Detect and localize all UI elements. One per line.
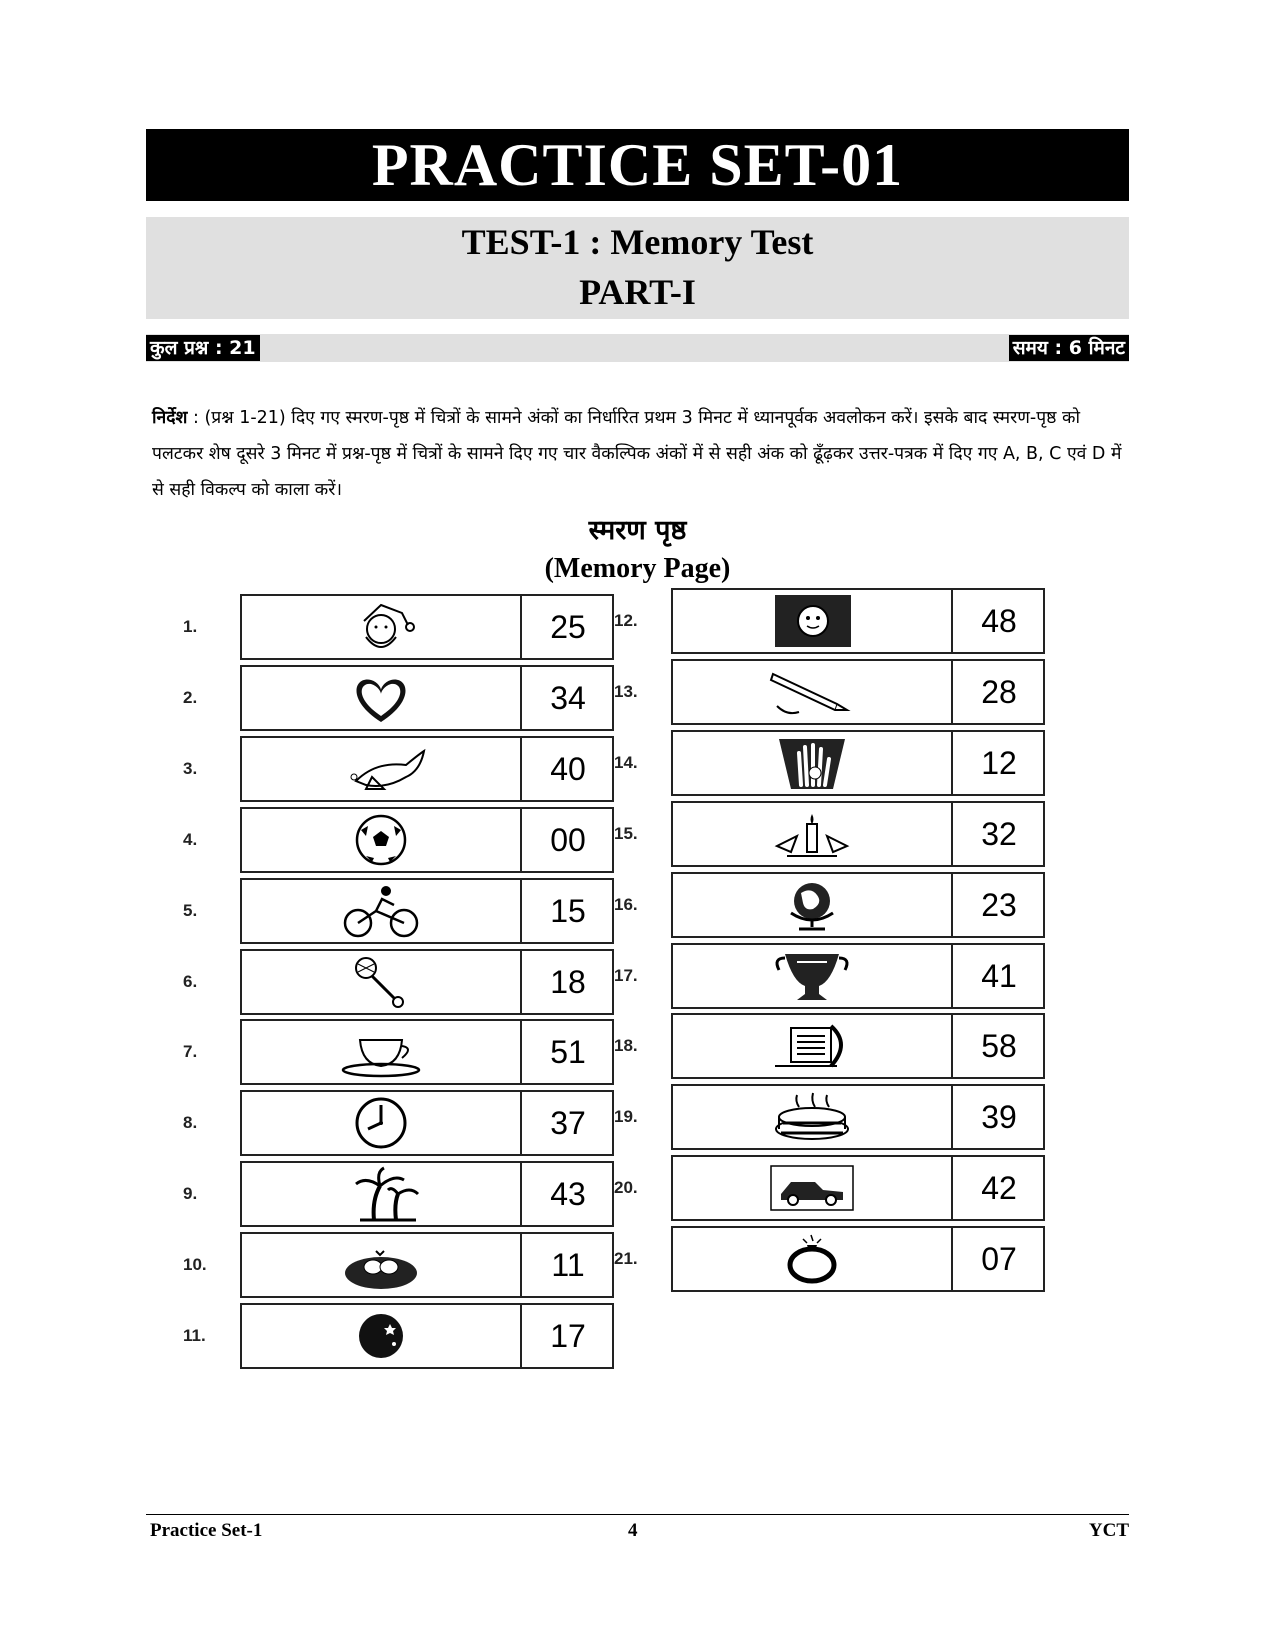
memory-item xyxy=(614,943,1044,1009)
memory-item xyxy=(614,588,1044,654)
memory-item-box xyxy=(240,1090,614,1156)
memory-item-box xyxy=(240,1161,614,1227)
memory-item-picture xyxy=(242,667,520,729)
memory-item-value: 23 xyxy=(951,874,1045,936)
memory-item-box xyxy=(671,730,1045,796)
memory-item-box xyxy=(240,1019,614,1085)
memory-item-number: 17. xyxy=(614,965,638,985)
memory-item xyxy=(183,807,613,873)
memory-item xyxy=(183,665,613,731)
memory-item-value: 12 xyxy=(951,732,1045,794)
memory-item-value: 39 xyxy=(951,1086,1045,1148)
footer-left: Practice Set-1 xyxy=(150,1520,263,1541)
memory-item-value: 41 xyxy=(951,945,1045,1007)
memory-item-number: 7. xyxy=(183,1042,198,1062)
memory-item-picture xyxy=(242,1234,520,1296)
memory-item-number: 11. xyxy=(183,1326,206,1345)
memory-item-number: 2. xyxy=(183,687,198,707)
cake-icon xyxy=(767,1089,857,1145)
memory-item-value: 07 xyxy=(951,1228,1045,1290)
memory-item-number: 5. xyxy=(183,900,198,920)
memory-item xyxy=(614,1155,1044,1221)
memory-item-number: 10. xyxy=(183,1255,207,1275)
memory-item xyxy=(614,730,1044,796)
memory-item-value: 15 xyxy=(520,880,614,942)
memory-item-number: 18. xyxy=(614,1036,638,1056)
memory-item-box xyxy=(240,878,614,944)
instructions-label: निर्देश xyxy=(152,408,188,428)
memory-item-picture xyxy=(242,738,520,800)
memory-item-number: 3. xyxy=(183,758,198,778)
memory-item-picture xyxy=(673,1228,951,1290)
memory-item-picture xyxy=(242,596,520,658)
memory-item-value: 25 xyxy=(520,596,614,658)
memory-item-value: 11 xyxy=(520,1234,614,1296)
instructions xyxy=(152,400,1127,508)
memory-item-value: 40 xyxy=(520,738,614,800)
test-heading xyxy=(146,217,1129,319)
memory-item xyxy=(614,1226,1044,1292)
palm-tree-icon xyxy=(336,1166,426,1222)
memory-item-number: 16. xyxy=(614,894,638,914)
memory-item-box xyxy=(671,1226,1045,1292)
memory-item xyxy=(183,1303,613,1369)
memory-item-picture xyxy=(242,1305,520,1367)
memory-item-box xyxy=(671,943,1045,1009)
car-icon xyxy=(767,1160,857,1216)
memory-item xyxy=(183,949,613,1015)
footer-right: YCT xyxy=(1088,1520,1129,1541)
memory-item-number: 4. xyxy=(183,829,198,849)
memory-item xyxy=(183,878,613,944)
memory-item xyxy=(183,736,613,802)
memory-item-number: 20. xyxy=(614,1178,638,1198)
memory-item xyxy=(183,594,613,660)
total-questions: कुल प्रश्न : 21 xyxy=(146,335,260,361)
rattle-icon xyxy=(336,954,426,1010)
memory-item-box xyxy=(240,665,614,731)
cyclist-icon xyxy=(336,883,426,939)
memory-item-value: 18 xyxy=(520,951,614,1013)
memory-item-box xyxy=(240,594,614,660)
memory-page-title-english: (Memory Page) xyxy=(544,553,731,584)
memory-item-value: 32 xyxy=(951,803,1045,865)
memory-item-box xyxy=(240,1303,614,1369)
clock-icon xyxy=(336,1095,426,1151)
memory-item xyxy=(614,1084,1044,1150)
memory-item-number: 19. xyxy=(614,1107,638,1127)
candle-icon xyxy=(767,806,857,862)
memory-item xyxy=(614,801,1044,867)
memory-item-number: 13. xyxy=(614,681,638,701)
trophy-vase-icon xyxy=(767,948,857,1004)
memory-item-value: 51 xyxy=(520,1021,614,1083)
memory-item-box xyxy=(240,807,614,873)
time-limit: समय : 6 मिनट xyxy=(1009,335,1129,361)
memory-item-picture xyxy=(242,1092,520,1154)
memory-item-value: 34 xyxy=(520,667,614,729)
page-number: 4 xyxy=(628,1520,638,1541)
memory-item-box xyxy=(240,736,614,802)
memory-item-box xyxy=(671,1155,1045,1221)
memory-item xyxy=(183,1161,613,1227)
memory-item-value: 43 xyxy=(520,1163,614,1225)
memory-item xyxy=(614,1013,1044,1079)
globe-icon xyxy=(767,877,857,933)
teacup-icon xyxy=(336,1024,426,1080)
meta-bar xyxy=(146,334,1129,362)
heart-icon xyxy=(336,670,426,726)
footer-divider xyxy=(146,1514,1129,1515)
memory-item-box xyxy=(671,801,1045,867)
memory-item-number: 21. xyxy=(614,1249,638,1269)
memory-item-value: 37 xyxy=(520,1092,614,1154)
memory-item-box xyxy=(671,588,1045,654)
memory-item-picture xyxy=(673,945,951,1007)
memory-item-value: 17 xyxy=(520,1305,614,1367)
memory-item-picture xyxy=(673,1157,951,1219)
memory-item-number: 9. xyxy=(183,1184,198,1204)
memory-item-box xyxy=(671,872,1045,938)
memory-item-box xyxy=(671,659,1045,725)
page-title: PRACTICE SET-01 xyxy=(146,129,1129,201)
memory-item xyxy=(183,1019,613,1085)
memory-item-picture xyxy=(673,874,951,936)
memory-item-picture xyxy=(673,1086,951,1148)
pencil-icon xyxy=(767,664,857,720)
memory-item-picture xyxy=(673,590,951,652)
memory-item-number: 12. xyxy=(614,611,638,630)
memory-item-picture xyxy=(673,661,951,723)
memory-item-picture xyxy=(242,880,520,942)
palm-hand-icon xyxy=(767,735,857,791)
memory-item-picture xyxy=(242,951,520,1013)
memory-item-value: 28 xyxy=(951,661,1045,723)
instructions-text: : (प्रश्न 1-21) दिए गए स्मरण-पृष्ठ में चित्रों के सामने अंकों का निर्धारित प्रथम 3 मिनट में ध्यानपूर्वक अवलोकन करें। इसके बाद स्मरण-पृष्ठ को पलटकर शेष दूसरे 3 मिनट में प्रश्न-पृष्ठ में चित्रों के सामने दिए गए चार वैकल्पिक अंकों में से सही अंक को ढूँढ़कर उत्तर-पत्रक में दिए गए A, B, C एवं D में से सही विकल्प को काला करें। xyxy=(152,408,1122,500)
memory-item-number: 14. xyxy=(614,752,638,772)
memory-item-box xyxy=(240,1232,614,1298)
memory-item-value: 58 xyxy=(951,1015,1045,1077)
nest-eggs-icon xyxy=(336,1237,426,1293)
memory-item-number: 15. xyxy=(614,823,638,843)
football-icon xyxy=(336,812,426,868)
scroll-icon xyxy=(767,1018,857,1074)
moon-stars-icon xyxy=(336,1308,426,1364)
memory-page-title-hindi: स्मरण पृष्ठ xyxy=(588,515,687,546)
memory-item xyxy=(183,1090,613,1156)
memory-item xyxy=(614,872,1044,938)
memory-item-number: 8. xyxy=(183,1113,198,1133)
memory-item-picture xyxy=(242,809,520,871)
memory-item-number: 1. xyxy=(183,617,198,636)
memory-item-picture xyxy=(673,732,951,794)
test-title: TEST-1 : Memory Test xyxy=(461,222,814,262)
memory-item-value: 00 xyxy=(520,809,614,871)
santa-icon xyxy=(336,599,426,655)
memory-item-picture xyxy=(242,1163,520,1225)
memory-item xyxy=(614,659,1044,725)
memory-item-box xyxy=(240,949,614,1015)
memory-item-box xyxy=(671,1084,1045,1150)
memory-item xyxy=(183,1232,613,1298)
memory-item-picture xyxy=(673,1015,951,1077)
memory-item-box xyxy=(671,1013,1045,1079)
memory-item-value: 42 xyxy=(951,1157,1045,1219)
part-title: PART-I xyxy=(579,272,696,312)
angel-icon xyxy=(336,741,426,797)
memory-item-picture xyxy=(673,803,951,865)
memory-item-number: 6. xyxy=(183,971,198,991)
memory-item-picture xyxy=(242,1021,520,1083)
ring-icon xyxy=(767,1231,857,1287)
sun-icon xyxy=(767,593,857,649)
memory-item-value: 48 xyxy=(951,590,1045,652)
